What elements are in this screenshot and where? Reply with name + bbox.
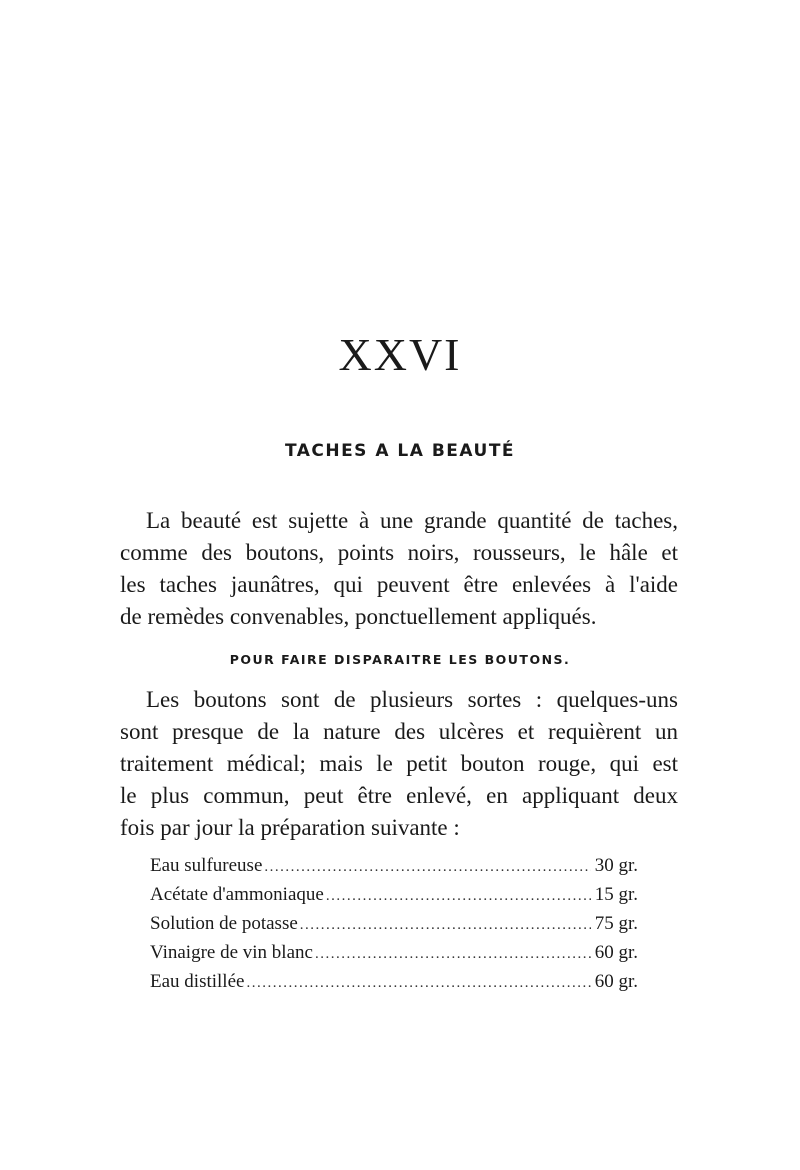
dot-leader — [246, 969, 590, 997]
paragraph-line: traitement médical; mais le petit bouton rouge, qui est — [120, 751, 678, 776]
recipe-row — [150, 939, 638, 968]
section-heading: POUR FAIRE DISPARAITRE LES BOUTONS. — [229, 652, 571, 667]
recipe-row — [150, 968, 638, 997]
chapter-title: TACHES A LA BEAUTÉ — [284, 441, 516, 461]
paragraph-line: fois par jour la préparation suivante : — [120, 815, 460, 840]
ingredient-name: Acétate d'ammoniaque — [150, 884, 324, 905]
recipe-row — [150, 881, 638, 910]
dot-leader — [315, 940, 591, 968]
dot-leader — [300, 911, 591, 939]
ingredient-name: Eau distillée — [150, 971, 245, 992]
recipe-row — [150, 852, 638, 881]
paragraph-line: le plus commun, peut être enlevé, en appliquant deux — [120, 783, 678, 808]
ingredient-quantity: 60 gr. — [594, 942, 638, 963]
paragraph-line: de remèdes convenables, ponctuellement appliqués. — [120, 604, 597, 629]
ingredient-quantity: 75 gr. — [594, 913, 638, 934]
paragraph-line: les taches jaunâtres, qui peuvent être enlevées à l'aide — [120, 572, 678, 597]
dot-leader — [326, 882, 591, 910]
ingredient-name: Solution de potasse — [150, 913, 298, 934]
ingredient-quantity: 30 gr. — [594, 855, 638, 876]
paragraph-line: La beauté est sujette à une grande quantité de taches, — [146, 508, 678, 533]
paragraph-line: comme des boutons, points noirs, rousseurs, le hâle et — [120, 540, 678, 565]
intro-paragraph — [120, 505, 678, 633]
recipe-row — [150, 910, 638, 939]
paragraph-line: Les boutons sont de plusieurs sortes : quelques-uns — [146, 687, 678, 712]
ingredient-name: Vinaigre de vin blanc — [150, 942, 313, 963]
ingredient-quantity: 60 gr. — [594, 971, 638, 992]
recipe-list — [150, 852, 638, 997]
paragraph-line: sont presque de la nature des ulcères et requièrent un — [120, 719, 678, 744]
section-paragraph — [120, 684, 678, 844]
ingredient-quantity: 15 gr. — [594, 884, 638, 905]
dot-leader — [264, 853, 590, 881]
chapter-number: XXVI — [338, 329, 462, 380]
ingredient-name: Eau sulfureuse — [150, 855, 263, 876]
